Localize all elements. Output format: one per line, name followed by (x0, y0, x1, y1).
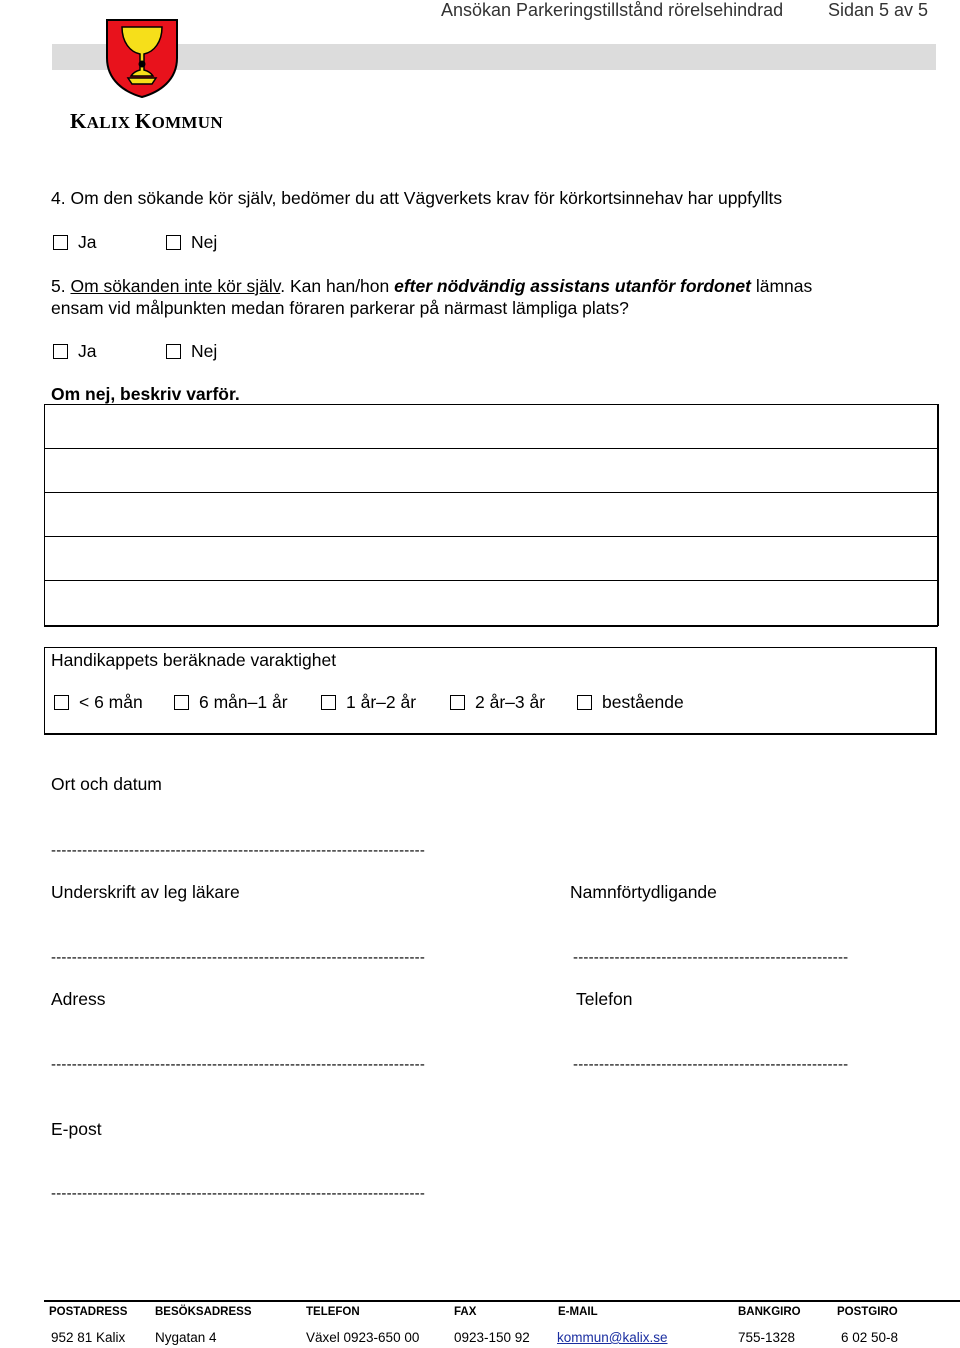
q5-option-no[interactable]: Nej (166, 341, 217, 362)
address-line[interactable]: ------------------------------------------------------------------------ (51, 1056, 426, 1073)
checkbox-icon[interactable] (166, 235, 181, 250)
q4-option-yes[interactable]: Ja (53, 232, 96, 253)
email-line[interactable]: ------------------------------------------------------------------------ (51, 1185, 426, 1202)
address-label: Adress (51, 989, 106, 1009)
footer-header-postal-address: POSTADRESS (49, 1306, 128, 1318)
footer-header-email: E-MAIL (558, 1306, 598, 1318)
document-title: Ansökan Parkeringstillstånd rörelsehindrad (441, 0, 784, 20)
footer-header-postgiro: POSTGIRO (837, 1306, 898, 1318)
footer-header-phone: TELEFON (306, 1306, 360, 1318)
question-5-line-2: ensam vid målpunkten medan föraren parkerar på närmast lämpliga plats? (51, 298, 629, 318)
place-date-line[interactable]: ------------------------------------------------------------------------ (51, 842, 426, 859)
duration-option-under-6-months[interactable]: < 6 mån (54, 692, 143, 713)
footer-header-fax: FAX (454, 1306, 477, 1318)
phone-line[interactable]: ----------------------------------------------------- (573, 1056, 849, 1073)
duration-label: Handikappets beräknade varaktighet (51, 650, 337, 670)
duration-option-2-3-years[interactable]: 2 år–3 år (450, 692, 545, 713)
kalix-coat-of-arms-icon (104, 18, 180, 98)
duration-option-1-2-years[interactable]: 1 år–2 år (321, 692, 416, 713)
checkbox-icon[interactable] (577, 695, 592, 710)
footer-bankgiro: 755-1328 (738, 1330, 796, 1345)
email-label: E-post (51, 1119, 102, 1139)
checkbox-icon[interactable] (53, 344, 68, 359)
describe-label: Om nej, beskriv varför. (51, 384, 240, 404)
checkbox-icon[interactable] (53, 235, 68, 250)
footer-postal-address: 952 81 Kalix (51, 1330, 126, 1345)
name-clarification-line[interactable]: ----------------------------------------------------- (573, 949, 849, 966)
checkbox-icon[interactable] (450, 695, 465, 710)
footer-phone: Växel 0923-650 00 (306, 1330, 420, 1345)
q4-option-no[interactable]: Nej (166, 232, 217, 253)
checkbox-icon[interactable] (321, 695, 336, 710)
question-4: 4. Om den sökande kör själv, bedömer du att Vägverkets krav för körkortsinnehav har uppfyllts (51, 188, 783, 208)
header-bar (52, 44, 936, 70)
page-number: Sidan 5 av 5 (828, 0, 929, 20)
duration-option-6-months-1-year[interactable]: 6 mån–1 år (174, 692, 288, 713)
footer-header-visiting-address: BESÖKSADRESS (155, 1306, 252, 1318)
footer-header-bankgiro: BANKGIRO (738, 1306, 801, 1318)
footer-divider (44, 1300, 960, 1302)
footer-postgiro: 6 02 50-8 (841, 1330, 899, 1345)
phone-label: Telefon (576, 989, 633, 1009)
footer-email-link[interactable]: kommun@kalix.se (557, 1330, 668, 1345)
name-clarification-label: Namnförtydligande (570, 882, 717, 902)
checkbox-icon[interactable] (166, 344, 181, 359)
checkbox-icon[interactable] (174, 695, 189, 710)
footer-fax: 0923-150 92 (454, 1330, 530, 1345)
duration-option-permanent[interactable]: bestående (577, 692, 684, 713)
place-date-label: Ort och datum (51, 774, 162, 794)
q5-option-yes[interactable]: Ja (53, 341, 96, 362)
doctor-signature-line[interactable]: ------------------------------------------------------------------------ (51, 949, 426, 966)
description-text-area[interactable] (44, 404, 938, 626)
question-5: 5. Om sökanden inte kör själv. Kan han/hon efter nödvändig assistans utanför fordonet lämnas (51, 276, 813, 296)
footer-visiting-address: Nygatan 4 (155, 1330, 217, 1345)
checkbox-icon[interactable] (54, 695, 69, 710)
doctor-signature-label: Underskrift av leg läkare (51, 882, 240, 902)
kalix-kommun-logo-text: KALIX KOMMUN (70, 109, 223, 133)
